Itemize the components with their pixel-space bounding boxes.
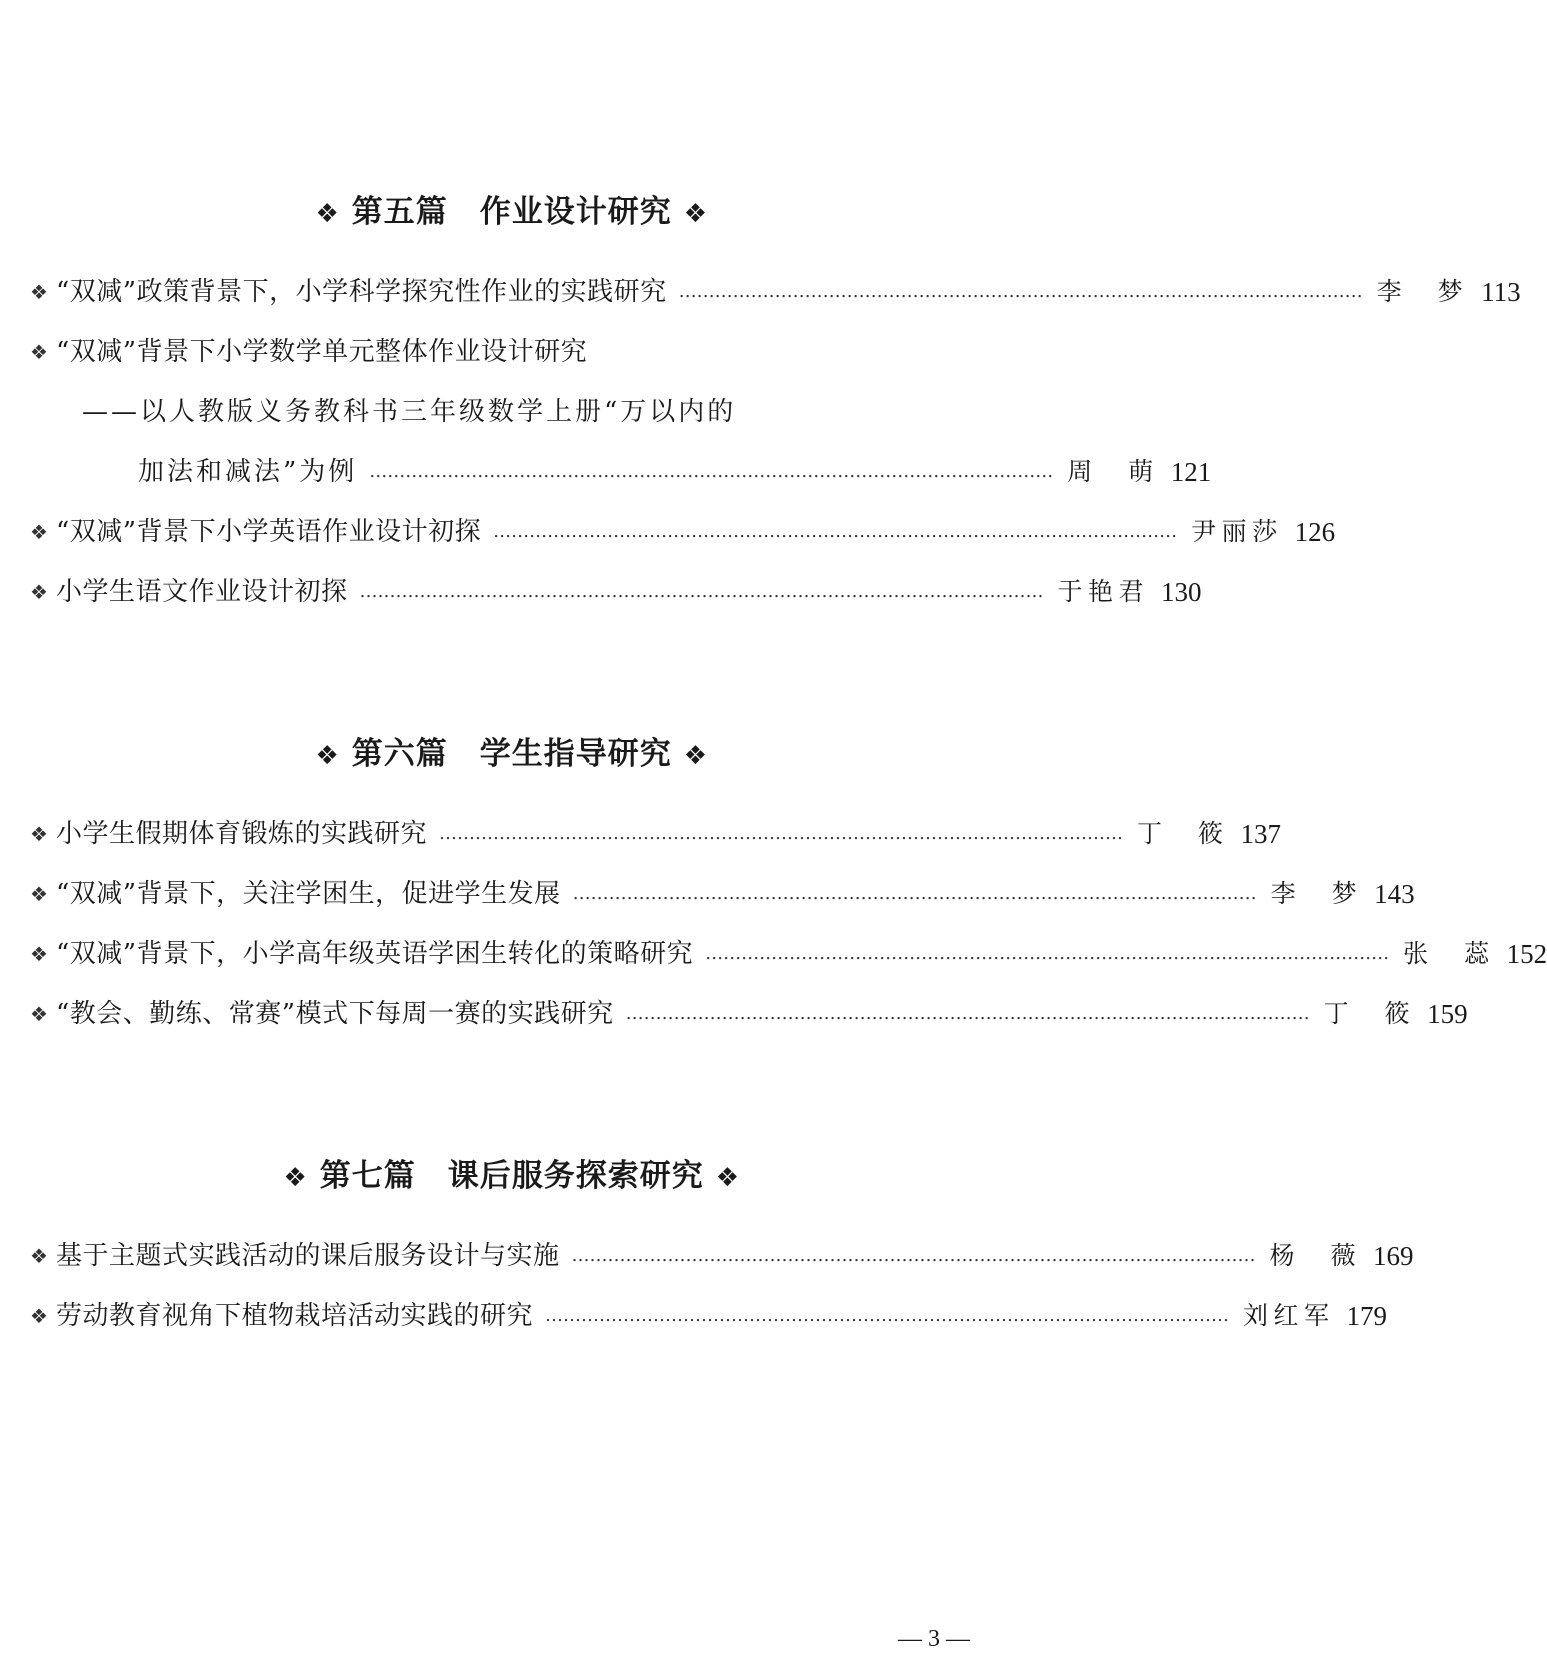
section-heading-5 bbox=[0, 152, 1000, 234]
toc-entry[interactable] bbox=[30, 512, 1336, 552]
entry-author: 杨 薇 bbox=[1269, 1241, 1356, 1270]
leader-dots: …………………………………………………………………………………………………… bbox=[439, 823, 1124, 844]
toc-entry[interactable] bbox=[30, 1296, 1388, 1336]
section-heading-7 bbox=[0, 1116, 1000, 1198]
entry-title: “双减”背景下，关注学困生，促进学生发展 bbox=[56, 879, 561, 909]
diamond-icon: ❖ bbox=[283, 1163, 308, 1193]
entry-author: 李 梦 bbox=[1376, 277, 1463, 306]
entry-title: “双减”政策背景下，小学科学探究性作业的实践研究 bbox=[56, 277, 667, 307]
toc-entry[interactable] bbox=[30, 814, 1282, 854]
leader-dots: …………………………………………………………………………………………………… bbox=[705, 943, 1390, 964]
bullet-icon: ❖ bbox=[30, 1002, 48, 1026]
entry-author: 尹丽莎 bbox=[1191, 517, 1278, 546]
toc-entry[interactable] bbox=[30, 934, 1547, 974]
toc-entry[interactable] bbox=[30, 332, 970, 372]
diamond-icon: ❖ bbox=[715, 1163, 741, 1193]
entry-author: 丁 筱 bbox=[1137, 819, 1224, 848]
bullet-icon: ❖ bbox=[30, 882, 48, 906]
toc-entry[interactable] bbox=[30, 874, 1415, 914]
diamond-icon: ❖ bbox=[683, 199, 709, 229]
entry-page: 152 bbox=[1506, 939, 1547, 969]
section-heading-6 bbox=[0, 694, 1000, 776]
entry-title: “双减”背景下，小学高年级英语学困生转化的策略研究 bbox=[56, 939, 694, 969]
bullet-icon: ❖ bbox=[30, 1244, 48, 1268]
bullet-icon: ❖ bbox=[30, 280, 48, 304]
section-title: 第七篇 课后服务探索研究 bbox=[319, 1158, 704, 1194]
entry-title: 基于主题式实践活动的课后服务设计与实施 bbox=[56, 1241, 560, 1271]
entry-page: 126 bbox=[1294, 517, 1336, 547]
diamond-icon: ❖ bbox=[683, 741, 709, 771]
toc-entry[interactable] bbox=[30, 272, 1521, 312]
leader-dots: …………………………………………………………………………………………………… bbox=[493, 521, 1178, 542]
diamond-icon: ❖ bbox=[315, 199, 340, 229]
bullet-icon: ❖ bbox=[30, 520, 48, 544]
entry-page: 159 bbox=[1427, 999, 1468, 1029]
leader-dots: …………………………………………………………………………………………………… bbox=[625, 1003, 1310, 1024]
bullet-icon: ❖ bbox=[30, 340, 48, 364]
entry-title: 小学生假期体育锻炼的实践研究 bbox=[56, 819, 428, 849]
leader-dots: …………………………………………………………………………………………………… bbox=[571, 1245, 1256, 1266]
bullet-icon: ❖ bbox=[30, 580, 48, 604]
entry-title: 小学生语文作业设计初探 bbox=[56, 577, 348, 607]
section-title: 第五篇 作业设计研究 bbox=[351, 194, 672, 230]
toc-entry[interactable] bbox=[30, 572, 1202, 612]
entry-page: 130 bbox=[1161, 577, 1202, 607]
toc-entry-continuation[interactable] bbox=[30, 452, 1212, 492]
entry-page: 143 bbox=[1374, 879, 1415, 909]
leader-dots: …………………………………………………………………………………………………… bbox=[359, 581, 1044, 602]
bullet-icon: ❖ bbox=[30, 942, 48, 966]
entry-subtitle: 加法和减法”为例 bbox=[138, 457, 358, 487]
toc-entry[interactable] bbox=[30, 1236, 1414, 1276]
entry-author: 丁 筱 bbox=[1323, 999, 1410, 1028]
diamond-icon: ❖ bbox=[315, 741, 340, 771]
leader-dots: …………………………………………………………………………………………………… bbox=[572, 883, 1257, 904]
entry-subtitle: ——以人教版义务教科书三年级数学上册“万以内的 bbox=[82, 397, 737, 427]
entry-title: 劳动教育视角下植物栽培活动实践的研究 bbox=[56, 1301, 534, 1331]
entry-author: 刘红军 bbox=[1243, 1301, 1330, 1330]
entry-page: 113 bbox=[1481, 277, 1521, 307]
leader-dots: …………………………………………………………………………………………………… bbox=[545, 1305, 1230, 1326]
page-number: — 3 — bbox=[898, 1626, 970, 1652]
entry-page: 137 bbox=[1240, 819, 1282, 849]
entry-title: “双减”背景下小学英语作业设计初探 bbox=[56, 517, 482, 547]
entry-title: “教会、勤练、常赛”模式下每周一赛的实践研究 bbox=[56, 999, 614, 1029]
entry-author: 于艳君 bbox=[1057, 577, 1144, 606]
toc-entry[interactable] bbox=[30, 994, 1468, 1034]
entry-page: 179 bbox=[1346, 1301, 1388, 1331]
section-title: 第六篇 学生指导研究 bbox=[351, 736, 672, 772]
entry-author: 李 梦 bbox=[1270, 879, 1357, 908]
bullet-icon: ❖ bbox=[30, 1304, 48, 1328]
leader-dots: …………………………………………………………………………………………………… bbox=[369, 461, 1054, 482]
entry-author: 周 萌 bbox=[1067, 457, 1154, 486]
entry-page: 121 bbox=[1170, 457, 1212, 487]
bullet-icon: ❖ bbox=[30, 822, 48, 846]
entry-author: 张 蕊 bbox=[1403, 939, 1490, 968]
entry-page: 169 bbox=[1373, 1241, 1414, 1271]
leader-dots: …………………………………………………………………………………………………… bbox=[678, 281, 1363, 302]
entry-title: “双减”背景下小学数学单元整体作业设计研究 bbox=[56, 337, 588, 367]
